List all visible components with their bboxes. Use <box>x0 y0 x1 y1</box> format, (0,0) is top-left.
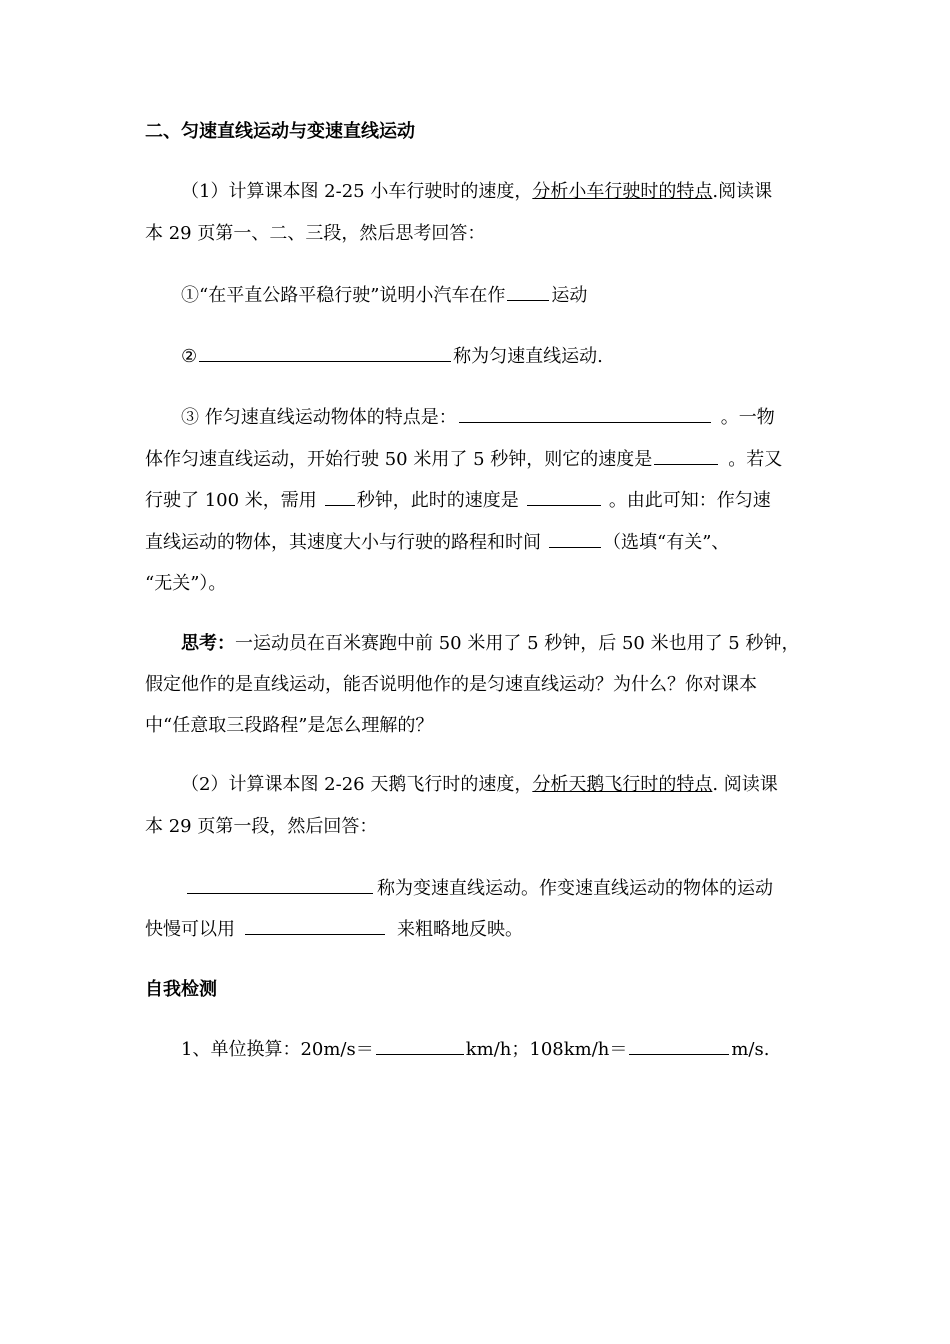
underlined-phrase: 分析小车行驶时的特点 <box>532 181 713 202</box>
think-line-3: 中“任意取三段路程”是怎么理解的？ <box>145 715 434 736</box>
fill-blank[interactable] <box>187 876 373 894</box>
fill-blank[interactable] <box>629 1037 729 1055</box>
fill-blank[interactable] <box>527 488 601 506</box>
think-line-2: 假定他作的是直线运动，能否说明他作的是匀速直线运动？为什么？你对课本 <box>145 674 757 695</box>
think-line-1: 思考：一运动员在百米赛跑中前 50 米用了 5 秒钟，后 50 米也用了 5 秒钟， <box>145 632 815 656</box>
question-3-line-3: 行驶了 100 米，需用 秒钟，此时的速度是 。由此可知：作匀速 <box>145 490 771 511</box>
paragraph-1-line-2: 本 29 页第一、二、三段，然后思考回答： <box>145 223 486 244</box>
paragraph-2-question-line-1: 称为变速直线运动。作变速直线运动的物体的运动 <box>145 876 815 901</box>
fill-blank[interactable] <box>325 488 355 506</box>
underlined-phrase: 分析天鹅飞行时的特点 <box>532 774 713 795</box>
question-3-line-1: ③ 作匀速直线运动物体的特点是： 。一物 <box>181 407 775 428</box>
self-check-title: 自我检测 <box>145 979 217 1000</box>
paragraph-1-line-1: （1）计算课本图 2-25 小车行驶时的速度，分析小车行驶时的特点.阅读课 <box>181 181 773 202</box>
paragraph-2-line-1: （2）计算课本图 2-26 天鹅飞行时的速度，分析天鹅飞行时的特点. 阅读课 <box>181 774 778 795</box>
paragraph-2-question-line-2: 快慢可以用 来粗略地反映。 <box>145 919 523 940</box>
think-label: 思考： <box>181 633 235 654</box>
section-title: 二、匀速直线运动与变速直线运动 <box>145 121 415 142</box>
paragraph-2-line-2: 本 29 页第一段，然后回答： <box>145 816 378 837</box>
fill-blank[interactable] <box>549 530 601 548</box>
fill-blank[interactable] <box>654 447 718 465</box>
fill-blank[interactable] <box>199 344 451 362</box>
question-3-line-4: 直线运动的物体，其速度大小与行驶的路程和时间 （选填“有关”、 <box>145 532 730 553</box>
question-2: ② 称为匀速直线运动. <box>181 346 603 367</box>
question-3-line-5: “无关”）。 <box>145 573 227 594</box>
fill-blank[interactable] <box>245 917 385 935</box>
question-1: ①“在平直公路平稳行驶”说明小汽车在作 运动 <box>181 285 588 306</box>
fill-blank[interactable] <box>459 405 711 423</box>
question-3-line-2: 体作匀速直线运动，开始行驶 50 米用了 5 秒钟，则它的速度是 。若又 <box>145 449 783 470</box>
self-check-question-1: 1、单位换算：20m/s＝ km/h；108km/h＝ m/s. <box>181 1039 770 1060</box>
fill-blank[interactable] <box>507 283 549 301</box>
fill-blank[interactable] <box>376 1037 464 1055</box>
